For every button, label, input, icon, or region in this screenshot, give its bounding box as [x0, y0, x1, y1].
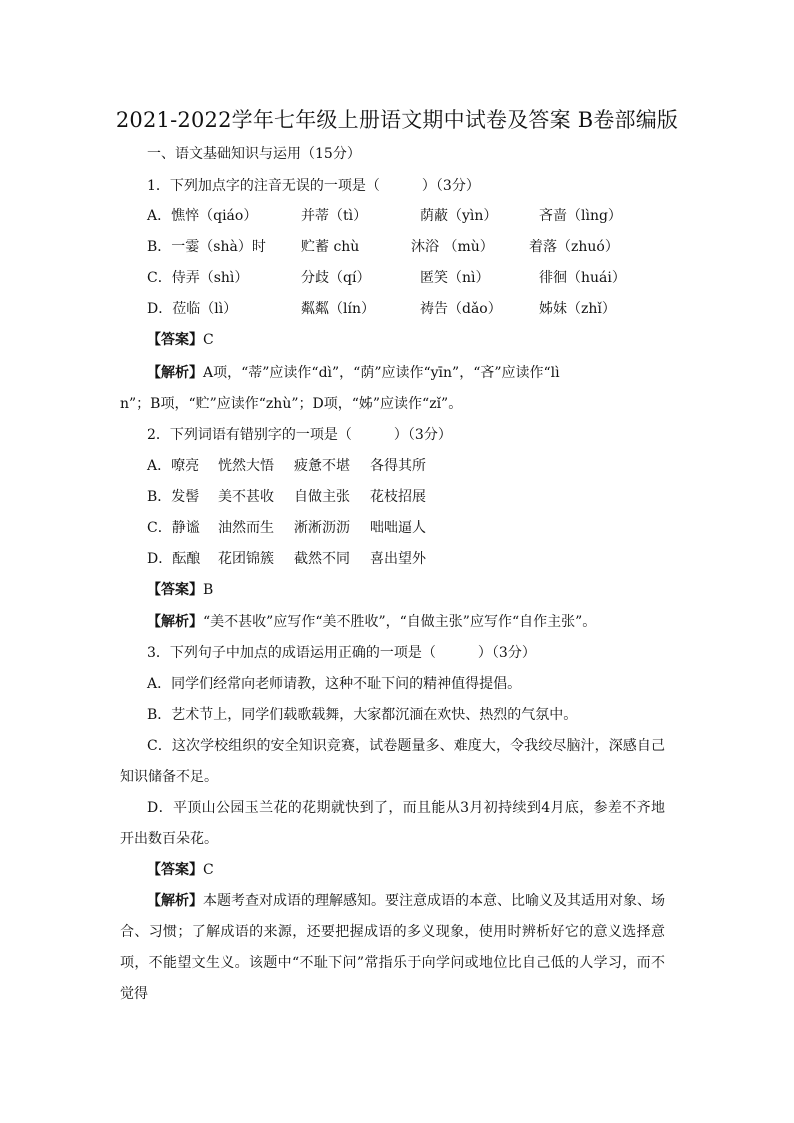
- option-cell: 分歧（qí）: [301, 270, 371, 286]
- option-cell: 荫蔽（yìn）: [420, 208, 498, 224]
- option-cell: 恍然大悟: [218, 458, 274, 474]
- option-cell: 截然不同: [294, 551, 350, 567]
- question-2-option-d: [147, 549, 667, 569]
- option-cell: 匿笑（nì）: [420, 270, 490, 286]
- question-1-stem: 1．下列加点字的注音无误的一项是（ ）（3分）: [147, 178, 480, 194]
- option-cell: B．一霎（shà）时: [147, 239, 266, 255]
- analysis-label: 【解析】: [147, 893, 203, 909]
- question-2-answer: [147, 580, 213, 600]
- question-2-option-b: [147, 487, 667, 507]
- option-cell: C．静谧: [147, 520, 200, 536]
- option-cell: 粼粼（lín）: [301, 301, 375, 317]
- option-cell: 着落（zhuó）: [529, 239, 619, 255]
- answer-value: B: [203, 582, 214, 598]
- analysis-text: A项，“蒂”应读作“dì”，“荫”应读作“yīn”，“吝”应读作“lì: [203, 365, 560, 381]
- option-cell: B．发髻: [147, 489, 200, 505]
- option-cell: 疲惫不堪: [294, 458, 350, 474]
- option-cell: 各得其所: [370, 458, 426, 474]
- question-2-analysis: [147, 612, 596, 632]
- question-3-answer: [147, 860, 214, 880]
- option-cell: 沐浴 （mù）: [411, 239, 494, 255]
- option-cell: 淅淅沥沥: [294, 520, 350, 536]
- option-cell: 徘徊（huái）: [539, 270, 626, 286]
- answer-label: 【答案】: [147, 862, 203, 878]
- question-1-option-d: [147, 299, 667, 319]
- option-cell: C．侍弄（shì）: [147, 270, 249, 286]
- question-1-option-b: [147, 237, 667, 257]
- question-1-analysis-cont: n”；B项，“贮”应读作“zhù”；D项，“姊”应读作“zǐ”。: [120, 396, 463, 412]
- question-3-option-a: A．同学们经常向老师请教，这种不耻下问的精神值得提倡。: [147, 676, 522, 692]
- analysis-label: 【解析】: [147, 365, 203, 381]
- question-3-option-b: B．艺术节上，同学们载歌载舞，大家都沉湎在欢快、热烈的气氛中。: [147, 707, 578, 723]
- option-cell: D．酝酿: [147, 551, 201, 567]
- analysis-label: 【解析】: [147, 614, 203, 630]
- question-3-option-c: C．这次学校组织的安全知识竞赛，试卷题量多、难度大，令我绞尽脑汁，深感自己知识储备不足。: [120, 738, 665, 785]
- page-title: 2021-2022学年七年级上册语文期中试卷及答案 B卷部编版: [115, 108, 679, 132]
- question-1-answer: [147, 330, 214, 350]
- question-2-stem: 2．下列词语有错别字的一项是（ ）（3分）: [147, 427, 452, 443]
- option-cell: 贮蓄 chù: [301, 239, 360, 255]
- question-2-option-c: [147, 518, 667, 538]
- option-cell: 吝啬（lìng）: [539, 208, 622, 224]
- option-cell: 花团锦簇: [218, 551, 274, 567]
- question-1-option-a: [147, 206, 667, 226]
- option-cell: 姊妹（zhǐ）: [539, 301, 616, 317]
- option-cell: 自做主张: [294, 489, 350, 505]
- option-cell: 并蒂（tì）: [301, 208, 368, 224]
- answer-value: C: [203, 862, 214, 878]
- question-1-analysis: [147, 363, 560, 383]
- option-cell: A．憔悴（qiáo）: [147, 208, 258, 224]
- option-cell: 花枝招展: [370, 489, 426, 505]
- section-heading: 一、语文基础知识与运用（15分）: [147, 146, 361, 162]
- option-cell: 美不甚收: [218, 489, 274, 505]
- question-1-option-c: [147, 268, 667, 288]
- answer-value: C: [203, 332, 214, 348]
- question-2-option-a: [147, 456, 667, 476]
- analysis-text: “美不甚收”应写作“美不胜收”，“自做主张”应写作“自作主张”。: [203, 614, 597, 630]
- option-cell: 咄咄逼人: [370, 520, 426, 536]
- option-cell: A．嘹亮: [147, 458, 200, 474]
- question-3-analysis: [120, 886, 665, 1010]
- question-3-option-d: D．平顶山公园玉兰花的花期就快到了，而且能从3月初持续到4月底，参差不齐地开出数百朵花。: [120, 800, 665, 847]
- option-cell: 喜出望外: [370, 551, 426, 567]
- answer-label: 【答案】: [147, 332, 203, 348]
- question-3-stem: 3．下列句子中加点的成语运用正确的一项是（ ）（3分）: [147, 645, 536, 661]
- option-cell: 祷告（dǎo）: [420, 301, 502, 317]
- analysis-text: 本题考查对成语的理解感知。要注意成语的本意、比喻义及其适用对象、场合、习惯；了解成语的来源，还要把握成语的多义现象，使用时辨析好它的意义选择意项，不能望文生义。该题中“不耻下问”常指乐于向学问或地位比自己低的人学习，而不觉得: [120, 893, 665, 1002]
- option-cell: D．莅临（lì）: [147, 301, 238, 317]
- answer-label: 【答案】: [147, 582, 203, 598]
- option-cell: 油然而生: [218, 520, 274, 536]
